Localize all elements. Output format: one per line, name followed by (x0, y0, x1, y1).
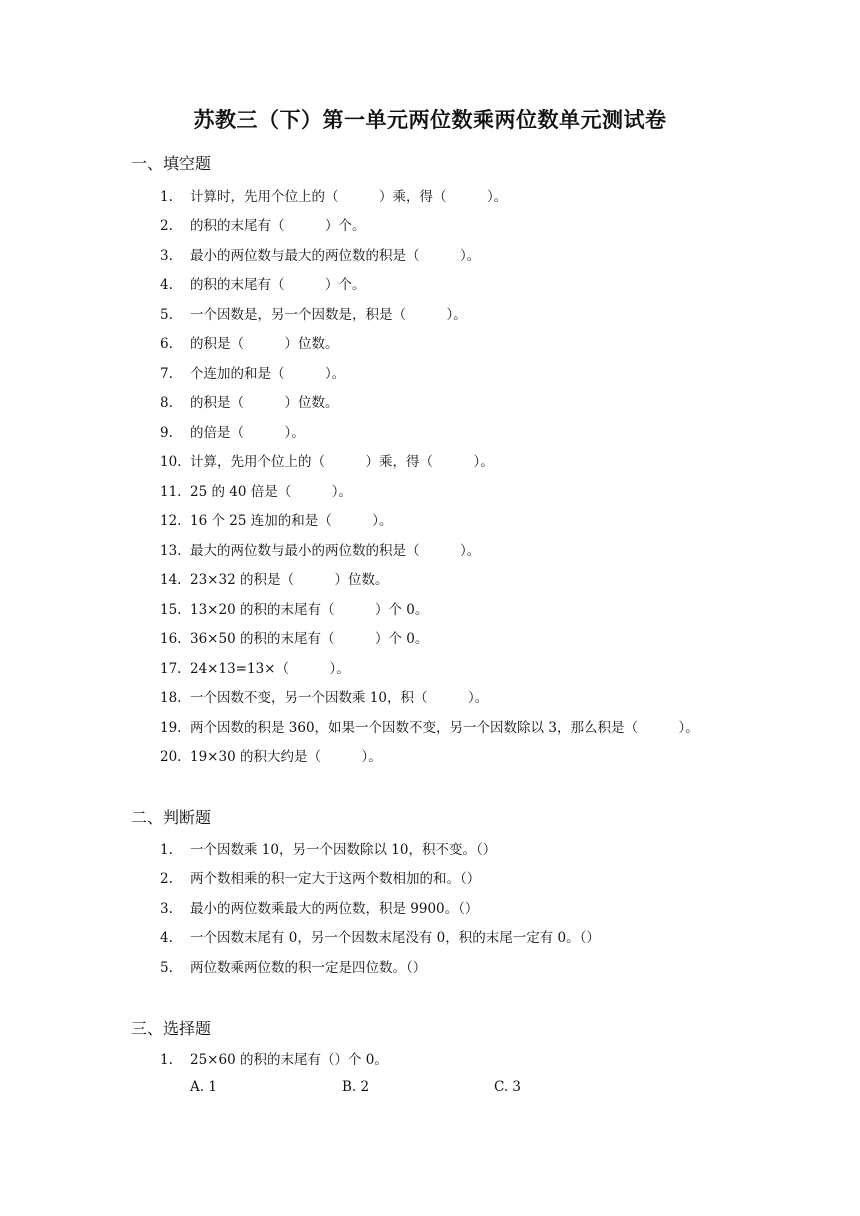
question-item (160, 450, 494, 470)
question-number: 7. (160, 366, 173, 382)
question-number: 15. (160, 602, 182, 618)
section-heading-fill-blank: 一、填空题 (131, 154, 212, 173)
question-item (160, 956, 426, 976)
section-heading-multiple-choice: 三、选择题 (131, 1019, 212, 1038)
question-item (160, 745, 382, 765)
question-text: 一个因数末尾有 0，另一个因数末尾没有 0，积的末尾一定有 0。（） (190, 930, 600, 946)
question-text: 24×13=13×（ ）。 (190, 661, 350, 677)
question-item (160, 362, 345, 382)
question-item (160, 332, 339, 352)
question-item (160, 480, 352, 500)
question-item (160, 838, 496, 858)
question-text: 计算，先用个位上的（ ）乘，得（ ）。 (190, 454, 494, 470)
section-heading-true-false: 二、判断题 (131, 808, 212, 827)
question-item (160, 1048, 388, 1068)
question-item (160, 214, 366, 234)
question-item (160, 185, 507, 205)
question-number: 1. (160, 1052, 173, 1068)
question-item (160, 303, 467, 323)
question-text: 25×60 的积的末尾有（）个 0。 (190, 1052, 388, 1068)
question-text: 最小的两位数乘最大的两位数，积是 9900。（） (190, 901, 479, 917)
question-item (160, 598, 428, 618)
question-number: 20. (160, 749, 182, 765)
question-number: 18. (160, 690, 182, 706)
question-number: 3. (160, 248, 173, 264)
question-item (160, 716, 699, 736)
option-c: C. 3 (494, 1079, 522, 1095)
question-number: 2. (160, 218, 173, 234)
question-text: 最小的两位数与最大的两位数的积是（ ）。 (190, 248, 481, 264)
question-number: 14. (160, 572, 182, 588)
answer-options (190, 1079, 646, 1095)
question-text: 的积的末尾有（ ）个。 (190, 277, 366, 293)
option-b: B. 2 (342, 1079, 370, 1095)
question-number: 1. (160, 842, 173, 858)
question-item (160, 509, 392, 529)
question-text: 两个因数的积是 360，如果一个因数不变，另一个因数除以 3，那么积是（ ）。 (190, 720, 699, 736)
question-number: 19. (160, 720, 182, 736)
question-number: 16. (160, 631, 182, 647)
question-text: 计算时，先用个位上的（ ）乘，得（ ）。 (190, 189, 508, 205)
question-item (160, 657, 350, 677)
question-number: 13. (160, 543, 182, 559)
question-text: 16 个 25 连加的和是（ ）。 (190, 513, 393, 529)
question-item (160, 897, 478, 917)
question-text: 25 的 40 倍是（ ）。 (190, 484, 352, 500)
question-number: 17. (160, 661, 182, 677)
question-item (160, 391, 339, 411)
option-a: A. 1 (190, 1079, 217, 1095)
question-number: 1. (160, 189, 173, 205)
question-text: 的积的末尾有（ ）个。 (190, 218, 366, 234)
question-text: 的积是（ ）位数。 (190, 336, 339, 352)
question-text: 一个因数乘 10，另一个因数除以 10，积不变。（） (190, 842, 497, 858)
question-number: 3. (160, 901, 173, 917)
question-item (160, 867, 480, 887)
question-text: 个连加的和是（ ）。 (190, 366, 346, 382)
question-number: 4. (160, 277, 173, 293)
question-number: 12. (160, 513, 182, 529)
question-number: 4. (160, 930, 173, 946)
question-text: 两个数相乘的积一定大于这两个数相加的和。（） (190, 871, 481, 887)
question-number: 5. (160, 307, 173, 323)
question-text: 一个因数不变，另一个因数乘 10，积（ ）。 (190, 690, 489, 706)
question-number: 9. (160, 425, 173, 441)
question-text: 13×20 的积的末尾有（ ）个 0。 (190, 602, 429, 618)
question-text: 36×50 的积的末尾有（ ）个 0。 (190, 631, 429, 647)
question-text: 两位数乘两位数的积一定是四位数。（） (190, 960, 427, 976)
question-number: 10. (160, 454, 182, 470)
page-title: 苏教三（下）第一单元两位数乘两位数单元测试卷 (193, 108, 667, 132)
question-number: 2. (160, 871, 173, 887)
question-text: 的倍是（ ）。 (190, 425, 305, 441)
question-text: 23×32 的积是（ ）位数。 (190, 572, 389, 588)
question-item (160, 627, 428, 647)
question-number: 11. (160, 484, 182, 500)
question-text: 最大的两位数与最小的两位数的积是（ ）。 (190, 543, 481, 559)
question-item (160, 539, 480, 559)
question-text: 的积是（ ）位数。 (190, 395, 339, 411)
question-item (160, 421, 305, 441)
question-item (160, 686, 488, 706)
question-number: 8. (160, 395, 173, 411)
question-item (160, 273, 366, 293)
question-number: 5. (160, 960, 173, 976)
question-number: 6. (160, 336, 173, 352)
question-item (160, 244, 480, 264)
question-item (160, 568, 388, 588)
question-text: 19×30 的积大约是（ ）。 (190, 749, 382, 765)
question-text: 一个因数是，另一个因数是，积是（ ）。 (190, 307, 467, 323)
question-item (160, 926, 600, 946)
